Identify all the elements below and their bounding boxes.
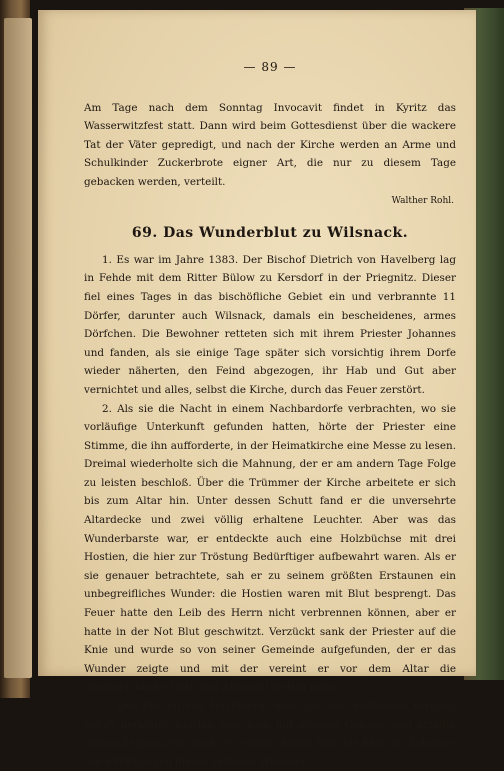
page-number: — 89 — (243, 60, 297, 74)
paragraph-3: 3. Der Bischof von Havelberg, dem von dem seltsamen Vorgang sofort berichtet worden war, kam mit großem Gefolge und erteilte seinen Segen; denn auch vor seinen Augen floß das Blut des Erlösers. Auch Wirkungen dieses seltenen Wunders (84, 700, 456, 768)
paragraph-1: 1. Es war im Jahre 1383. Der Bischof Dietrich von Havelberg lag in Fehde mit dem Ritter Bülow zu Kersdorf in der Priegnitz. Dieser fiel eines Tages in das bischöfliche Gebiet ein und verbrannte 11 Dörfer, darunter auch Wilsnack, damals ein bescheidenes, armes Dörfchen. Die Bewohner retteten sich mit ihrem Priester Johannes und fanden, als sie einige Tage später sich vorsichtig ihrem Dorfe wieder näherten, den Feind abgezogen, ihr Hab und Gut aber vernichtet und alles, selbst die Kirche, durch das Feuer zerstört. (84, 253, 456, 396)
author-signature: Walther Rohl. (391, 195, 454, 206)
intro-paragraph: Am Tage nach dem Sonntag Invocavit findet in Kyritz das Wasserwitzfest statt. Dann wird beim Gottesdienst über die wackere Tat der Väter gepredigt, und nach der Kirche werden an Arme und Schulkinder Zuckerbrote eigner Art, die nur zu diesem Tage gebacken werden, verteilt. (84, 101, 456, 188)
previous-page-edge (4, 18, 32, 678)
chapter-title: 69. Das Wunderblut zu Wilsnack. (131, 225, 409, 242)
paragraph-2: 2. Als sie die Nacht in einem Nachbardorfe verbrachten, wo sie vorläufige Unterkunft gefunden hatten, hörte der Priester eine Stimme, die ihn aufforderte, in der Heimatkirche eine Messe zu lesen. Dreimal wiederholte sich die Mahnung, der er am andern Tage Folge zu leisten beschloß. Über die Trümmer der Kirche arbeitete er sich bis zum Altar hin. Unter dessen Schutt fand er die unversehrte Altardecke und zwei völlig erhaltene Leuchter. Aber was das Wunderbarste war, er entdeckte auch eine Holzbüchse mit drei Hostien, die hier zur Tröstung Bedürftiger aufbewahrt waren. Als er sie genauer betrachtete, sah er zu seinem größten Erstaunen ein unbegreifliches Wunder: die Hostien waren mit Blut besprengt. Das Feuer hatte den Leib des Herrn nicht verbrennen können, aber er hatte in der Not Blut geschwitzt. Verzückt sank der Priester auf die Knie und wurde so von seiner Gemeinde aufgefunden, der er das Wunder zeigte und mit der vereint er vor dem Altar die unerforschliche Güte und Allmacht Gottes pries. (84, 402, 456, 694)
page-content (84, 58, 456, 771)
